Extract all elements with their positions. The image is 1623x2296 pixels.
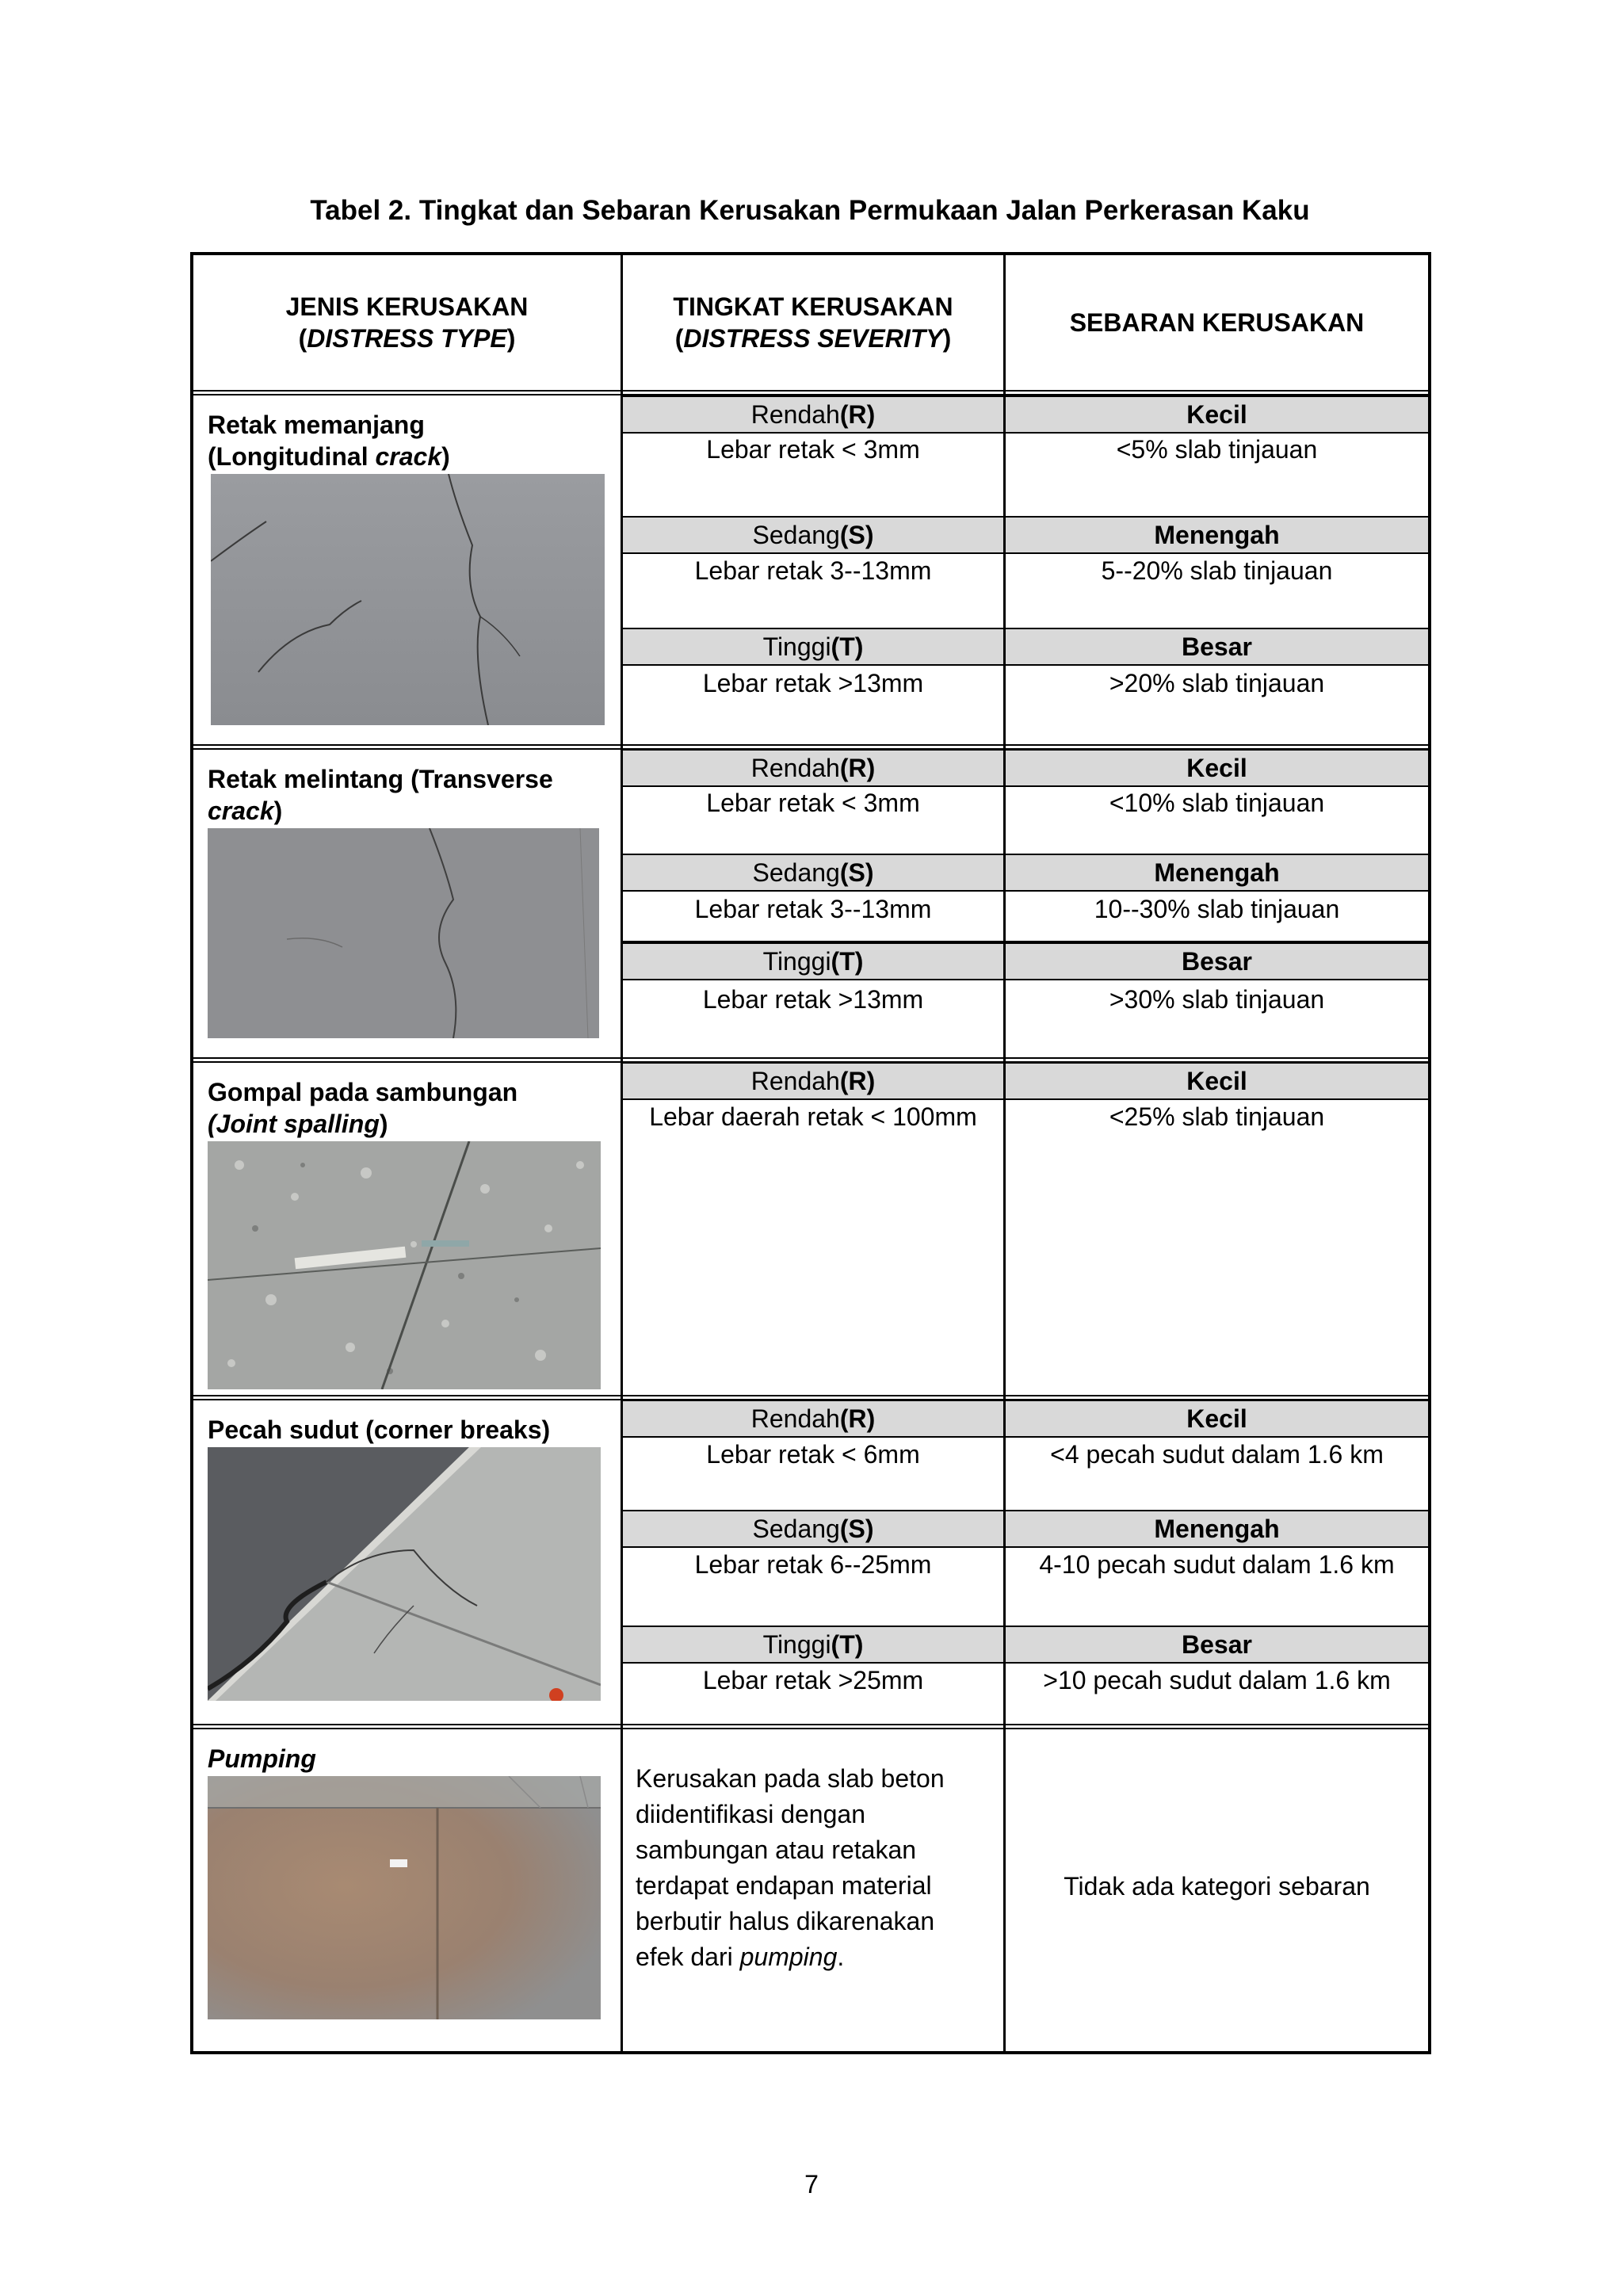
row-spalling-name (208, 1076, 517, 1140)
severity-criteria: Lebar daerah retak < 100mm (649, 1102, 977, 1131)
description-line: diidentifikasi dengan (636, 1800, 865, 1828)
extent-criteria: >10 pecah sudut dalam 1.6 km (1043, 1666, 1391, 1694)
severity-criteria: Lebar retak 3--13mm (694, 895, 932, 923)
severity-code: (T) (831, 632, 864, 661)
header-distress-type-line2: (DISTRESS TYPE) (298, 324, 516, 353)
severity-code: (T) (831, 1629, 864, 1659)
description-line: Kerusakan pada slab beton (636, 1764, 945, 1793)
extent-band-small: Kecil (1006, 749, 1428, 787)
severity-criteria: Lebar retak < 3mm (706, 789, 920, 817)
severity-band-medium (623, 516, 1003, 554)
row-divider (190, 744, 1431, 746)
pumping-extent: Tidak ada kategori sebaran (1064, 1872, 1370, 1901)
name-part: ) (379, 1110, 388, 1138)
name-part: (Longitudinal (208, 442, 376, 471)
row-spalling-name-line1: Gompal pada sambungan (208, 1078, 518, 1106)
name-italic: ( (208, 1110, 216, 1138)
row-divider (190, 1057, 1431, 1059)
description-part: efek dari (636, 1943, 740, 1971)
severity-word: Tinggi (762, 1629, 831, 1659)
extent-criteria: 4-10 pecah sudut dalam 1.6 km (1039, 1550, 1395, 1579)
severity-code: (R) (839, 1404, 876, 1433)
severity-word: Sedang (752, 1514, 840, 1543)
extent-band-large: Besar (1006, 1626, 1428, 1664)
row-transverse-name-line1: Retak melintang (Transverse (208, 765, 553, 793)
extent-band-large: Besar (1006, 942, 1428, 980)
severity-criteria: Lebar retak 3--13mm (694, 556, 932, 585)
severity-word: Rendah (750, 1066, 840, 1095)
severity-word: Sedang (752, 858, 840, 887)
description-line: sambungan atau retakan (636, 1836, 917, 1864)
severity-criteria: Lebar retak >25mm (702, 1666, 924, 1694)
severity-word: Rendah (750, 1404, 840, 1433)
severity-criteria: Lebar retak < 3mm (706, 435, 920, 464)
severity-criteria: Lebar retak < 6mm (706, 1440, 920, 1469)
severity-band-high (623, 1626, 1003, 1664)
severity-code: (S) (839, 520, 874, 549)
header-distress-type-line1: JENIS KERUSAKAN (285, 292, 529, 321)
severity-code: (R) (839, 399, 876, 429)
row-transverse-name (208, 763, 553, 827)
header-distress-severity-line2: (DISTRESS SEVERITY) (674, 324, 952, 353)
severity-criteria: Lebar retak >13mm (702, 669, 924, 697)
extent-criteria: <4 pecah sudut dalam 1.6 km (1050, 1440, 1384, 1469)
extent-criteria: <10% slab tinjauan (1109, 789, 1325, 817)
extent-band-small: Kecil (1006, 1062, 1428, 1100)
extent-band-small: Kecil (1006, 1400, 1428, 1438)
header-distress-extent: SEBARAN KERUSAKAN (1069, 308, 1365, 337)
corner-break-photo (208, 1447, 601, 1701)
name-italic: Joint spalling (216, 1110, 380, 1138)
severity-band-high (623, 942, 1003, 980)
severity-band-low (623, 1400, 1003, 1438)
extent-criteria: >30% slab tinjauan (1109, 985, 1325, 1014)
page-number: 7 (804, 2170, 819, 2199)
pumping-description (636, 1761, 992, 1975)
severity-word: Tinggi (762, 632, 831, 661)
extent-band-medium: Menengah (1006, 1510, 1428, 1548)
row-divider (190, 1395, 1431, 1396)
longitudinal-crack-photo (211, 474, 605, 725)
row-transverse-name-line2 (208, 795, 553, 827)
pumping-photo (208, 1776, 601, 2019)
row-divider (190, 390, 1431, 392)
header-distress-severity-line1: TINGKAT KERUSAKAN (673, 292, 953, 321)
row-longitudinal-name-line2 (208, 441, 450, 472)
joint-spalling-photo (208, 1141, 601, 1389)
severity-word: Rendah (750, 399, 840, 429)
description-line (636, 1939, 992, 1975)
severity-band-high (623, 628, 1003, 666)
header-distress-type (193, 255, 621, 390)
severity-code: (T) (831, 946, 864, 976)
transverse-crack-photo (208, 828, 599, 1038)
row-longitudinal-name-line1: Retak memanjang (208, 411, 425, 439)
header-distress-severity-italic: DISTRESS SEVERITY (683, 324, 943, 353)
name-italic: crack (375, 442, 442, 471)
name-italic: Pumping (208, 1744, 316, 1773)
extent-criteria: 5--20% slab tinjauan (1101, 556, 1333, 585)
extent-criteria: >20% slab tinjauan (1109, 669, 1325, 697)
row-longitudinal-name (208, 409, 450, 472)
row-divider (190, 1724, 1431, 1725)
severity-band-medium (623, 1510, 1003, 1548)
row-pumping-name (208, 1743, 316, 1775)
severity-criteria: Lebar retak >13mm (702, 985, 924, 1014)
extent-criteria: <25% slab tinjauan (1109, 1102, 1325, 1131)
extent-band-small: Kecil (1006, 395, 1428, 434)
header-distress-severity (623, 255, 1003, 390)
description-line: berbutir halus dikarenakan (636, 1907, 935, 1935)
severity-band-medium (623, 854, 1003, 892)
extent-band-medium: Menengah (1006, 516, 1428, 554)
name-part: ) (441, 442, 450, 471)
severity-code: (S) (839, 858, 874, 887)
description-part: . (837, 1943, 845, 1971)
extent-band-large: Besar (1006, 628, 1428, 666)
extent-band-medium: Menengah (1006, 854, 1428, 892)
name-italic: crack (208, 797, 274, 825)
extent-criteria: 10--30% slab tinjauan (1094, 895, 1340, 923)
severity-criteria: Lebar retak 6--25mm (694, 1550, 932, 1579)
row-divider (190, 1728, 1431, 1729)
severity-band-low (623, 395, 1003, 434)
table-title: Tabel 2. Tingkat dan Sebaran Kerusakan Permukaan Jalan Perkerasan Kaku (310, 195, 1310, 226)
header-distress-type-italic: DISTRESS TYPE (307, 324, 507, 353)
description-italic: pumping (739, 1943, 838, 1971)
severity-band-low (623, 1062, 1003, 1100)
severity-word: Tinggi (762, 946, 831, 976)
description-line: terdapat endapan material (636, 1871, 932, 1900)
name-part: ) (273, 797, 283, 825)
row-corner-name: Pecah sudut (corner breaks) (208, 1415, 551, 1444)
severity-code: (S) (839, 1514, 874, 1543)
severity-word: Sedang (752, 520, 840, 549)
severity-word: Rendah (750, 753, 840, 782)
severity-code: (R) (839, 753, 876, 782)
severity-code: (R) (839, 1066, 876, 1095)
extent-criteria: <5% slab tinjauan (1116, 435, 1318, 464)
severity-band-low (623, 749, 1003, 787)
row-spalling-name-line2 (208, 1108, 517, 1140)
